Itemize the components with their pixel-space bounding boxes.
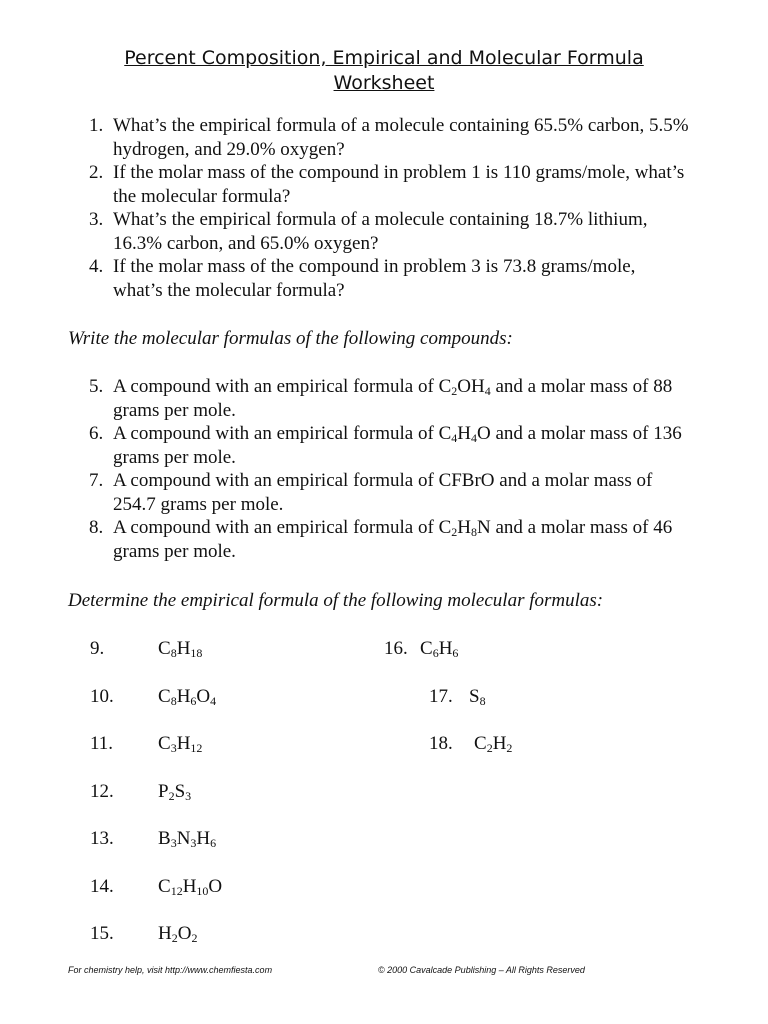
question-item: 3. What’s the empirical formula of a molecule containing 18.7% lithium, 16.3% carbon, and 65.0% oxygen? <box>89 209 648 254</box>
chemical-formula: $C_{12}H_{10}O$ <box>158 876 223 898</box>
title-line-2: Worksheet <box>333 72 435 94</box>
chemical-formula: $C_2H_8N$ <box>438 517 491 539</box>
chemical-formula: $C_2OH_4$ <box>438 376 491 398</box>
footer-left: For chemistry help, visit http://www.chemfiesta.com <box>68 965 273 975</box>
compound-item: 5. A compound with an empirical formula of $C_2OH_4$ and a molar mass of 88 grams per mole. <box>89 376 673 421</box>
chemical-formula: $B_3N_3H_6$ <box>158 828 217 850</box>
compound-item: 6. A compound with an empirical formula of $C_4H_4O$ and a molar mass of 136 grams per mole. <box>89 423 682 468</box>
section2-instruction: Write the molecular formulas of the following compounds: <box>68 328 513 349</box>
title-line-1: Percent Composition, Empirical and Molecular Formula <box>124 47 644 69</box>
chemical-formula: $P_2S_3$ <box>158 781 192 803</box>
chemical-formula: $C_6H_6$ <box>420 638 459 660</box>
chemical-formula: $C_4H_4O$ <box>438 423 491 445</box>
chemical-formula: $C_8H_6O_4$ <box>158 686 217 708</box>
section3-instruction: Determine the empirical formula of the following molecular formulas: <box>68 590 604 611</box>
chemical-formula: CFBrO <box>438 470 495 491</box>
questions-list <box>89 114 689 302</box>
worksheet-title <box>0 46 768 96</box>
compounds-list <box>89 375 682 563</box>
question-item: 4. If the molar mass of the compound in problem 3 is 73.8 grams/mole, what’s the molecular formula? <box>89 256 636 301</box>
chemical-formula: $C_2H_2$ <box>474 733 513 755</box>
chemical-formula: $S_8$ <box>469 686 486 708</box>
chemical-formula: $C_3H_{12}$ <box>158 733 203 755</box>
compound-item: 7. A compound with an empirical formula of CFBrO and a molar mass of 254.7 grams per mole. <box>89 470 653 515</box>
compound-item: 8. A compound with an empirical formula of $C_2H_8N$ and a molar mass of 46 grams per mole. <box>89 517 673 562</box>
question-item: 1. What’s the empirical formula of a molecule containing 65.5% carbon, 5.5% hydrogen, and 29.0% oxygen? <box>89 115 689 160</box>
footer-right: © 2000 Cavalcade Publishing – All Rights Reserved <box>378 965 585 975</box>
chemical-formula: $H_2O_2$ <box>158 923 198 945</box>
chemical-formula: $C_8H_{18}$ <box>158 638 203 660</box>
question-item: 2. If the molar mass of the compound in problem 1 is 110 grams/mole, what’s the molecular formula? <box>89 162 685 207</box>
